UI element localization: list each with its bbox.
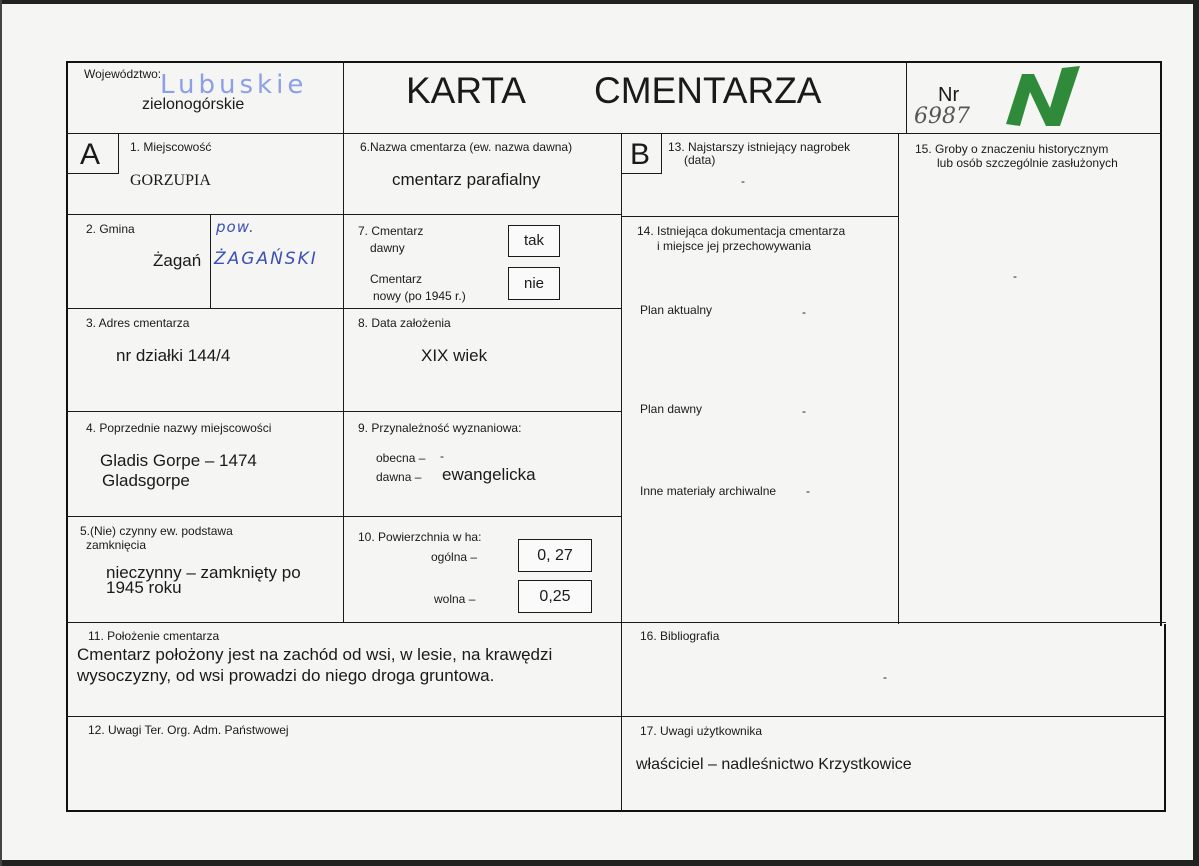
scan-edge-right bbox=[1193, 0, 1199, 866]
nr-value: 6987 bbox=[914, 104, 970, 129]
field-4-label: 4. Poprzednie nazwy miejscowości bbox=[86, 421, 272, 435]
field-16-value: - bbox=[883, 670, 887, 684]
field-2-handwritten: ŻAGAŃSKI bbox=[214, 249, 318, 269]
field-17-label: 17. Uwagi użytkownika bbox=[640, 724, 763, 738]
field-7-old-box: tak bbox=[508, 225, 560, 257]
field-14-label-1: 14. Istniejąca dokumentacja cmentarza bbox=[637, 224, 846, 238]
field-3-label: 3. Adres cmentarza bbox=[86, 316, 190, 330]
voivodeship-stamp: Lubuskie bbox=[160, 70, 308, 100]
field-2-handwritten-top: pow. bbox=[216, 218, 255, 236]
field-7-new-sublabel: nowy (po 1945 r.) bbox=[373, 289, 466, 303]
field-10-total-box: 0, 27 bbox=[518, 539, 592, 572]
field-6-label: 6.Nazwa cmentarza (ew. nazwa dawna) bbox=[360, 140, 573, 154]
scan-edge-left bbox=[0, 0, 2, 866]
field-13-label-1: 13. Najstarszy istniejący nagrobek bbox=[668, 140, 851, 154]
field-9-label: 9. Przynależność wyznaniowa: bbox=[358, 421, 522, 435]
field-11-value-1: Cmentarz położony jest na zachód od wsi, w lesie, na krawędzi bbox=[77, 645, 553, 664]
field-4-value-2: Gladsgorpe bbox=[102, 471, 190, 490]
field-9-current-label: obecna – bbox=[376, 451, 426, 465]
section-b-letter: B bbox=[630, 138, 651, 171]
field-7-new-box: nie bbox=[508, 267, 560, 300]
field-16-label: 16. Bibliografia bbox=[640, 629, 720, 643]
voivodeship-label: Województwo: bbox=[84, 67, 162, 81]
plan-old-value: - bbox=[802, 404, 806, 418]
field-15-label-2: lub osób szczególnie zasłużonych bbox=[937, 156, 1118, 170]
scan-edge-top bbox=[0, 0, 1199, 4]
field-7-new-label: Cmentarz bbox=[370, 272, 423, 286]
field-12-label: 12. Uwagi Ter. Org. Adm. Państwowej bbox=[88, 723, 289, 737]
field-8-label: 8. Data założenia bbox=[358, 316, 451, 330]
scan-edge-bottom bbox=[0, 860, 1199, 866]
plan-old-label: Plan dawny bbox=[640, 402, 703, 416]
field-15-label-1: 15. Groby o znaczeniu historycznym bbox=[915, 142, 1109, 156]
field-11-label: 11. Położenie cmentarza bbox=[88, 629, 220, 643]
field-7-old-label: dawny bbox=[370, 241, 405, 255]
field-9-former-value: ewangelicka bbox=[442, 465, 536, 484]
field-5-label-1: 5.(Nie) czynny ew. podstawa bbox=[80, 524, 233, 538]
field-15-value: - bbox=[1013, 269, 1017, 283]
field-2-label: 2. Gmina bbox=[86, 222, 135, 236]
plan-current-value: - bbox=[802, 305, 806, 319]
field-11-value-2: wysoczyzny, od wsi prowadzi do niego droga gruntowa. bbox=[77, 666, 495, 685]
plan-current-label: Plan aktualny bbox=[640, 303, 713, 317]
field-4-value-1: Gladis Gorpe – 1474 bbox=[100, 451, 257, 470]
field-10-label: 10. Powierzchnia w ha: bbox=[358, 530, 482, 544]
field-9-former-label: dawna – bbox=[376, 470, 422, 484]
field-10-free-box: 0,25 bbox=[518, 580, 592, 613]
field-13-label-2: (data) bbox=[684, 153, 716, 167]
other-archives-label: Inne materiały archiwalne bbox=[640, 484, 777, 498]
nr-label: Nr bbox=[938, 84, 960, 106]
field-17-value: właściciel – nadleśnictwo Krzystkowice bbox=[636, 756, 912, 773]
field-1-label: 1. Miejscowość bbox=[130, 140, 212, 154]
field-5-label-2: zamknięcia bbox=[86, 538, 147, 552]
field-9-current-value: - bbox=[440, 449, 444, 463]
field-8-value: XIX wiek bbox=[421, 346, 488, 365]
field-1-value: GORZUPIA bbox=[130, 172, 211, 189]
field-10-free-label: wolna – bbox=[434, 592, 476, 606]
voivodeship-old: zielonogórskie bbox=[142, 96, 245, 113]
stamp-n-mark bbox=[1000, 62, 1090, 132]
field-5-value-1: nieczynny – zamknięty po bbox=[106, 563, 301, 582]
other-archives-value: - bbox=[806, 484, 810, 498]
field-10-total-label: ogólna – bbox=[431, 550, 478, 564]
field-2-value: Żagań bbox=[153, 251, 202, 270]
field-14-label-2: i miejsce jej przechowywania bbox=[657, 239, 812, 253]
field-5-value-2: 1945 roku bbox=[106, 578, 182, 597]
title-karta: KARTA bbox=[406, 70, 526, 111]
section-a-letter: A bbox=[80, 138, 101, 171]
title-cmentarza: CMENTARZA bbox=[594, 70, 822, 111]
field-6-value: cmentarz parafialny bbox=[392, 170, 541, 189]
field-13-value: - bbox=[741, 174, 745, 188]
field-7-label: 7. Cmentarz bbox=[358, 224, 424, 238]
field-3-value: nr działki 144/4 bbox=[116, 346, 231, 365]
